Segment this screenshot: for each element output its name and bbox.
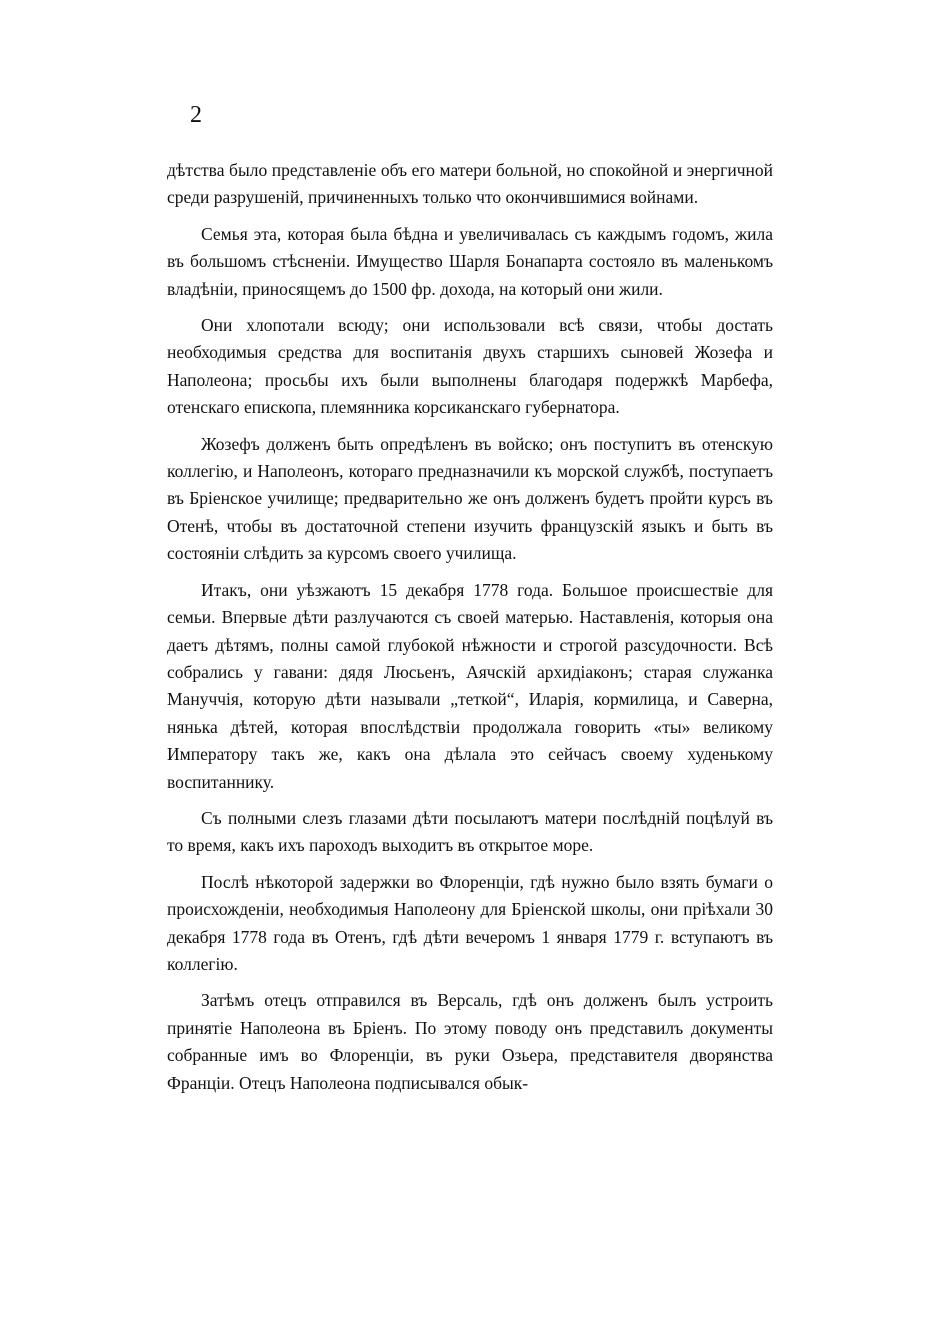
paragraph-1: дѣтства было представленіе объ его матери больной, но спокойной и энергичной среди разрушеній, причиненныхъ только что окончившимися войнами. (167, 160, 773, 208)
paragraph-3: Они хлопотали всюду; они использовали всѣ связи, чтобы достать необходимыя средства для воспитанія двухъ старшихъ сыновей Жозефа и Наполеона; просьбы ихъ были выполнены благодаря подержкѣ Марбефа, отенскаго епископа, племянника корсиканскаго губернатора. (167, 315, 773, 418)
paragraph-6: Съ полными слезъ глазами дѣти посылаютъ матери послѣдній поцѣлуй въ то время, какъ ихъ пароходъ выходитъ въ открытое море. (167, 807, 773, 856)
body-text (167, 157, 773, 1106)
paragraph-7: Послѣ нѣкоторой задержки во Флоренціи, гдѣ нужно было взять бумаги о происхожденіи, необходимыя Наполеону для Бріенской школы, они пріѣхали 30 декабря 1778 года въ Отенъ, гдѣ дѣти вечеромъ 1 января 1779 г. вступаютъ въ коллегію. (167, 871, 773, 974)
paragraph-8: Затѣмъ отецъ отправился въ Версаль, гдѣ онъ долженъ былъ устроить принятіе Наполеона въ Бріенъ. По этому поводу онъ представилъ документы собранные имъ во Флоренціи, въ руки Озьера, представителя дворянства Франціи. Отецъ Наполеона подписывался обык- (167, 990, 773, 1093)
paragraph-2: Семья эта, которая была бѣдна и увеличивалась съ каждымъ годомъ, жила въ большомъ стѣсненіи. Имущество Шарля Бонапарта состояло въ маленькомъ владѣніи, приносящемъ до 1500 фр. дохода, на который они жили. (167, 223, 773, 299)
paragraph-4: Жозефъ долженъ быть опредѣленъ въ войско; онъ поступитъ въ отенскую коллегію, и Наполеонъ, котораго предназначили къ морской службѣ, поступаетъ въ Бріенское училище; предварительно же онъ долженъ будетъ пройти курсъ въ Отенѣ, чтобы въ достаточной степени изучить французскій языкъ и быть въ состояніи слѣдить за курсомъ своего училища. (167, 433, 773, 564)
paragraph-5: Итакъ, они уѣзжаютъ 15 декабря 1778 года. Большое происшествіе для семьи. Впервые дѣти разлучаются съ своей матерью. Наставленія, которыя она даетъ дѣтямъ, полны самой глубокой нѣжности и строгой разсудочности. Всѣ собрались у гавани: дядя Люсьенъ, Аячскій архидіаконъ; старая служанка Мануччія, которую дѣти называли „теткой“, Иларія, кормилица, и Саверна, нянька дѣтей, которая впослѣдствіи продолжала говорить «ты» великому Императору такъ же, какъ она дѣлала это сейчасъ своему худенькому воспитаннику. (167, 579, 773, 792)
page-number: 2 (190, 102, 202, 128)
